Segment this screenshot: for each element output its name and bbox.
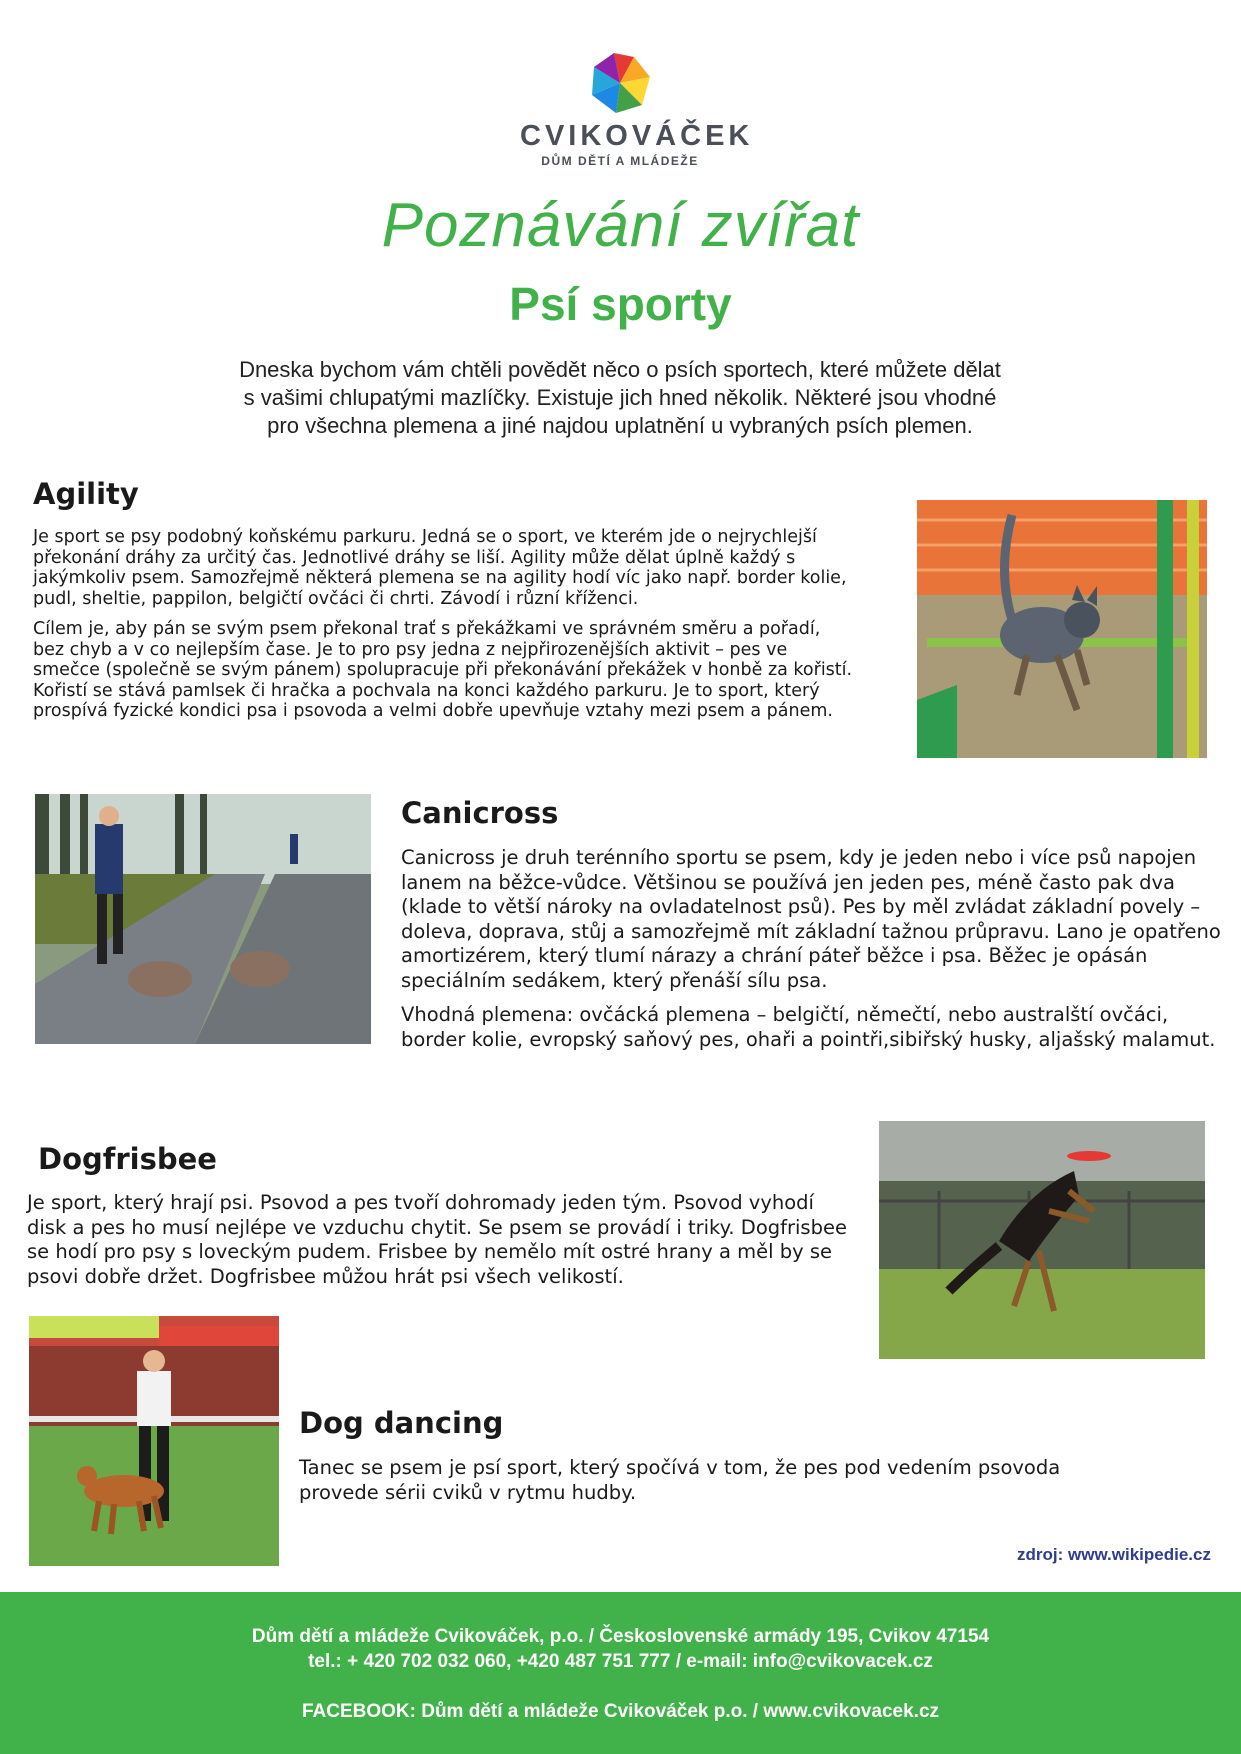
- footer: [0, 1592, 1241, 1754]
- canicross-paragraph: Canicross je druh terénního sportu se psem, kdy je jeden nebo i více psů napojen lanem na běžce-vůdce. Většinou se používá jen jeden pes, méně často pak dva (klade to větší nároky na ovladatelnost psů). Pes by měl zvládat základní povely – doleva, doprava, stůj a samozřejmě mít základní tažnou průpravu. Lano je opatřeno amortizérem, který tlumí nárazy a chrání páteř běžce i psa. Běžec je opásán speciálním sedákem, který přenáší sílu psa.: [401, 846, 1221, 992]
- agility-paragraph: Je sport se psy podobný koňskému parkuru. Jedná se o sport, ve kterém jde o nejrychlejší překonání dráhy za určitý čas. Jednotlivé dráhy se liší. Agility může dělat úplně každý s jakýmkoliv psem. Samozřejmě některá plemena se na agility hodí víc jako např. border kolie, pudl, sheltie, pappilon, belgičtí ovčáci či chrti. Závodí i různí kříženci.: [33, 527, 847, 609]
- intro-line: s vašimi chlupatými mazlíčky. Existuje jich hned několik. Některé jsou vhodné: [243, 385, 997, 410]
- canicross-heading: Canicross: [401, 796, 559, 830]
- dogfrisbee-photo: [879, 1121, 1205, 1359]
- agility-text: [33, 527, 853, 732]
- logo-name: CVIKOVÁČEK: [520, 120, 754, 152]
- intro-line: Dneska bychom vám chtěli povědět něco o psích sportech, které můžete dělat: [239, 357, 1001, 382]
- dogdancing-paragraph: Tanec se psem je psí sport, který spočívá v tom, že pes pod vedením psovoda provede sérii cviků v rytmu hudby.: [299, 1456, 1061, 1504]
- canicross-paragraph: Vhodná plemena: ovčácká plemena – belgičtí, němečtí, nebo australští ovčáci, border kolie, evropský saňový pes, ohaři a pointři,sibiřský husky, aljašský malamut.: [401, 1003, 1216, 1051]
- source-link[interactable]: zdroj: www.wikipedie.cz: [1017, 1545, 1211, 1564]
- dogfrisbee-text: [27, 1191, 857, 1299]
- footer-address: Dům dětí a mládeže Cvikováček, p.o. / Československé armády 195, Cvikov 47154: [251, 1626, 990, 1647]
- canicross-photo: [35, 794, 371, 1044]
- dogdancing-photo: [29, 1316, 279, 1566]
- dogfrisbee-paragraph: Je sport, který hrají psi. Psovod a pes tvoří dohromady jeden tým. Psovod vyhodí disk a pes ho musí nejlépe ve vzduchu chytit. Se psem se provádí i triky. Dogfrisbee se hodí pro psy s loveckým pudem. Frisbee by nemělo mít ostré hrany a měl by se psovi dobře držet. Dogfrisbee můžou hrát psi všech velikostí.: [27, 1191, 847, 1288]
- agility-heading: Agility: [33, 477, 139, 511]
- dogdancing-text: [299, 1456, 1119, 1515]
- intro: [120, 356, 1120, 440]
- page-subtitle: Psí sporty: [509, 278, 732, 330]
- footer-contact: tel.: + 420 702 032 060, +420 487 751 777 / e-mail: info@cvikovacek.cz: [308, 1651, 933, 1672]
- logo-star-icon: [588, 52, 652, 114]
- dogdancing-heading: Dog dancing: [299, 1406, 504, 1440]
- page-title: Poznávání zvířat: [381, 191, 860, 260]
- footer-social: FACEBOOK: Dům dětí a mládeže Cvikováček p.o. / www.cvikovacek.cz: [301, 1701, 940, 1722]
- logo-subtitle: DŮM DĚTÍ A MLÁDEŽE: [541, 154, 699, 168]
- logo: [520, 52, 754, 168]
- agility-paragraph: Cílem je, aby pán se svým psem překonal trať s překážkami ve správném směru a pořadí, bez chyb a v co nejlepším čase. Je to pro psy jedna z nejpřirozenějších aktivit – pes ve smečce (společně se svým pánem) spolupracuje při překonávání překážek v honbě za kořistí. Kořistí se stává pamlsek či hračka a pochvala na konci každého parkuru. Je to sport, který prospívá fyzické kondici psa i psovoda a velmi dobře upevňuje vztahy mezi psem a pánem.: [33, 619, 853, 721]
- intro-line: pro všechna plemena a jiné najdou uplatnění u vybraných psích plemen.: [267, 413, 973, 438]
- agility-dog-photo: [917, 500, 1207, 758]
- dogfrisbee-heading: Dogfrisbee: [38, 1142, 217, 1176]
- canicross-text: [401, 846, 1221, 1062]
